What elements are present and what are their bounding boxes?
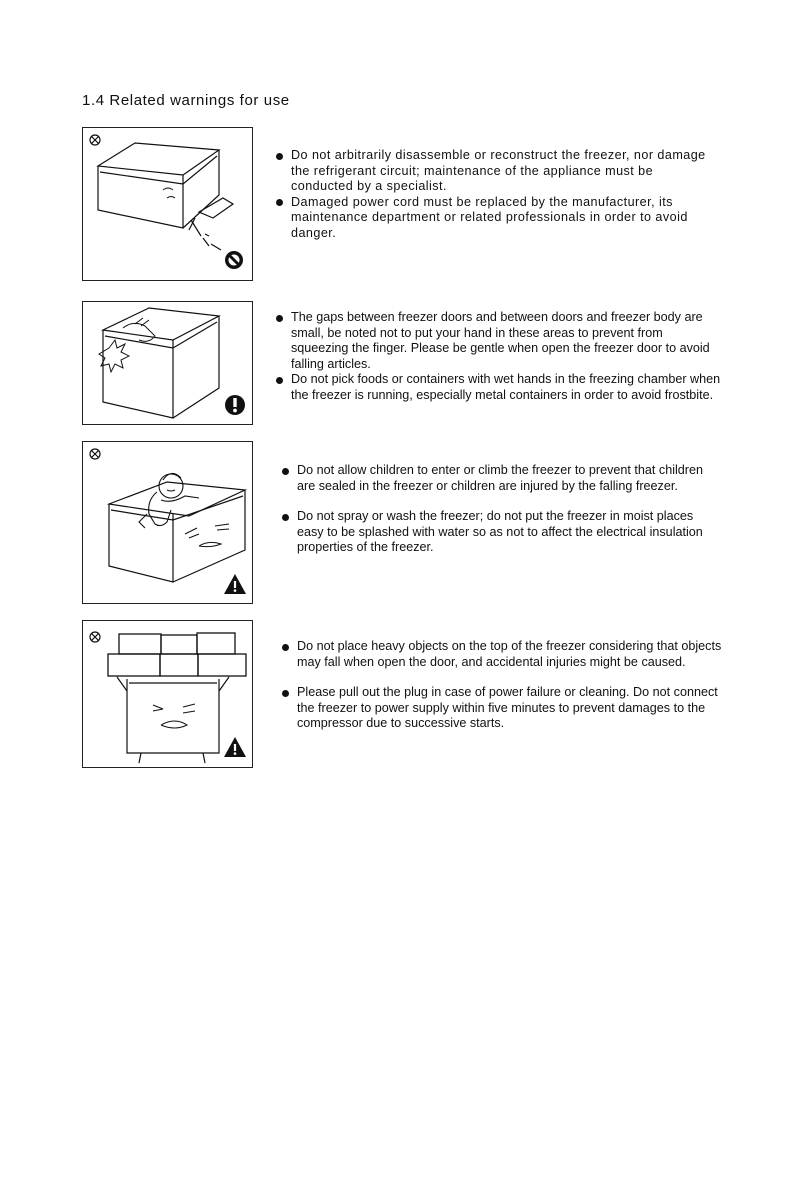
freezer-drawing bbox=[98, 143, 219, 228]
freezer-face-drawing bbox=[153, 704, 195, 728]
exclamation-icon bbox=[225, 395, 245, 415]
warning-list-2 bbox=[276, 310, 721, 404]
warning-triangle-icon bbox=[224, 737, 246, 757]
warning-illustration-children bbox=[82, 441, 253, 604]
warning-list-4 bbox=[282, 639, 722, 732]
boxes-drawing bbox=[108, 633, 246, 676]
warning-list-3 bbox=[282, 463, 722, 556]
warning-illustration-disassemble bbox=[82, 127, 253, 281]
freezer-drawing bbox=[103, 308, 219, 418]
warning-item: Do not allow children to enter or climb the freezer to prevent that children are sealed in the freezer or children are injured by the falling freezer. bbox=[282, 463, 722, 494]
freezer-face-drawing bbox=[185, 524, 229, 547]
warning-illustration-heavy-objects bbox=[82, 620, 253, 768]
warning-item: Damaged power cord must be replaced by the manufacturer, its maintenance department or related professionals in order to avoid danger. bbox=[276, 195, 716, 242]
section-title: 1.4 Related warnings for use bbox=[82, 92, 290, 109]
close-circle-icon bbox=[90, 449, 100, 459]
warning-item: Please pull out the plug in case of power failure or cleaning. Do not connect the freezer to power supply within five minutes to prevent damages to the compressor due to successive starts. bbox=[282, 685, 722, 732]
close-circle-icon bbox=[90, 135, 100, 145]
prohibited-icon bbox=[225, 251, 243, 269]
freezer-drawing bbox=[117, 677, 229, 763]
warning-item: Do not spray or wash the freezer; do not put the freezer in moist places easy to be splashed with water so as not to affect the electrical insulation properties of the freezer. bbox=[282, 509, 722, 556]
close-circle-icon bbox=[90, 632, 100, 642]
warning-item: Do not pick foods or containers with wet hands in the freezing chamber when the freezer is running, especially metal containers in order to avoid frostbite. bbox=[276, 372, 721, 403]
tools-drawing bbox=[189, 198, 233, 250]
warning-item: Do not arbitrarily disassemble or reconstruct the freezer, nor damage the refrigerant circuit; maintenance of the appliance must be conducted by a specialist. bbox=[276, 148, 716, 195]
warning-item: Do not place heavy objects on the top of the freezer considering that objects may fall when open the door, and accidental injuries might be caused. bbox=[282, 639, 722, 670]
warning-list-1 bbox=[276, 148, 716, 242]
warning-item: The gaps between freezer doors and between doors and freezer body are small, be noted not to put your hand in these areas to prevent from squeezing the finger. Please be gentle when open the freezer door to avoid falling articles. bbox=[276, 310, 721, 372]
warning-triangle-icon bbox=[224, 574, 246, 594]
warning-illustration-gaps bbox=[82, 301, 253, 425]
hand-drawing bbox=[123, 318, 155, 341]
